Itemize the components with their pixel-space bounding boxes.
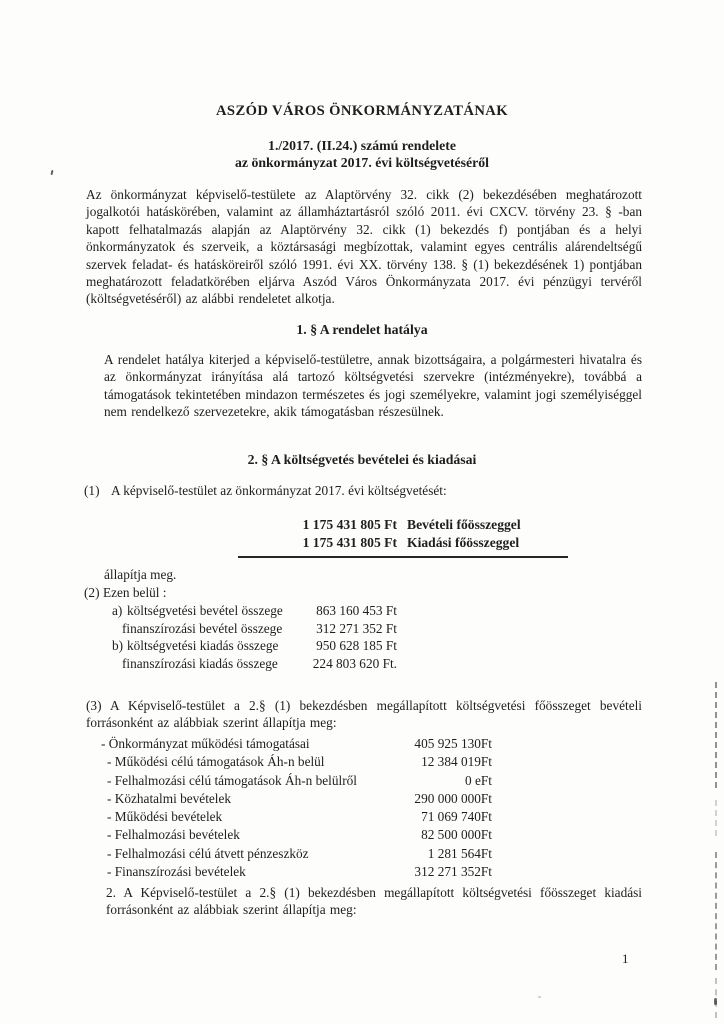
item-prefix xyxy=(112,655,122,673)
item-value: 12 384 019Ft xyxy=(421,754,492,770)
item-label: - Működési célú támogatások Áh-n belül xyxy=(107,754,325,770)
item-label: - Finanszírozási bevételek xyxy=(107,864,246,880)
revenue-total-amount: 1 175 431 805 Ft xyxy=(302,517,397,532)
revenue-sources-list xyxy=(101,735,492,881)
item-value: 1 281 564Ft xyxy=(427,845,492,861)
list-item xyxy=(101,826,492,844)
item-label: - Önkormányzat működési támogatásai xyxy=(101,736,310,751)
item-value: 82 500 000Ft xyxy=(421,827,492,843)
paragraph-3: (3) A Képviselő-testület a 2.§ (1) bekezdésben megállapított költségvetési főösszeget bevételi forrásonként az alábbiak szerint állapítja meg: xyxy=(86,698,642,731)
preamble-paragraph: Az önkormányzat képviselő-testülete az Alaptörvény 32. cikk (2) bekezdésében meghatározott jogalkotói hatáskörében, valamint az államháztartásról szóló 2011. évi CXCV. törvény 23. § -ban kapott felhatalmazás alapján az Alaptörvény 32. cikk (1) bekezdés f) pontjában és a helyi önkormányzatok és szerveik, a köztársasági megbízottak, valamint egyes centrális alárendeltségű szervek feladat- és hatásköreiről szóló 1991. évi XX. törvény 138. § (1) bekezdésének 1) pontjában meghatározott feladatkörében eljárva Aszód Város Önkormányzata 2017. évi pénzügyi tervéről (költségvetéséről) az alábbi rendeletet alkotja. xyxy=(86,187,642,307)
paragraph-2 xyxy=(84,585,167,601)
totals-suffix-text: állapítja meg. xyxy=(104,567,177,582)
list-item xyxy=(101,735,492,753)
list-item xyxy=(101,772,492,790)
scan-edge-artifact xyxy=(715,800,717,836)
section-1-body: A rendelet hatálya kiterjed a képviselő-testületre, annak bizottságaira, a polgármesteri hivatalra és az önkormányzat irányítása alá tartozó költségvetési szervekre (intézményekre), továbbá a támogatások tekintetében mindazon természetes és jogi személyekre, valamint jogi személyiséggel nem rendelkező szervezetekre, akik támogatásban részesülnek. xyxy=(104,352,642,420)
list-item xyxy=(112,620,397,638)
section-2-heading: 2. § A költségvetés bevételei és kiadásai xyxy=(247,452,477,467)
page-number: 1 xyxy=(622,951,629,966)
item-prefix: a) xyxy=(112,603,123,618)
expense-total-amount: 1 175 431 805 Ft xyxy=(302,535,397,550)
item-label: költségvetési bevétel összege xyxy=(127,603,283,618)
item-value: 312 271 352Ft xyxy=(414,864,492,880)
table-row xyxy=(238,516,568,534)
item-label: - Felhalmozási célú átvett pénzeszköz xyxy=(107,845,309,861)
table-row xyxy=(238,534,568,552)
list-item xyxy=(112,655,397,673)
item-label: - Közhatalmi bevételek xyxy=(107,790,232,806)
list-item xyxy=(101,808,492,826)
budget-breakdown-list xyxy=(112,602,397,672)
decree-subtitle xyxy=(0,137,724,171)
item-label: - Felhalmozási célú támogatások Áh-n belülről xyxy=(107,772,357,788)
document-title: ASZÓD VÁROS ÖNKORMÁNYZATÁNAK xyxy=(215,103,508,119)
paragraph-2-label: Ezen belül : xyxy=(103,585,167,600)
scan-speck-artifact xyxy=(538,996,541,998)
item-value: 950 628 185 Ft xyxy=(316,638,397,654)
revenue-total-label: Bevételi főösszeggel xyxy=(407,517,521,532)
scan-blob-artifact xyxy=(714,998,717,1005)
item-label: - Működési bevételek xyxy=(107,809,223,825)
item-value: 224 803 620 Ft. xyxy=(312,655,397,671)
item-prefix xyxy=(112,620,122,638)
item-label: költségvetési kiadás összege xyxy=(127,638,279,654)
decree-subject: az önkormányzat 2017. évi költségvetéséről xyxy=(234,155,490,171)
list-item xyxy=(101,845,492,863)
item-label: finanszírozási kiadás összege xyxy=(122,655,278,671)
list-item xyxy=(101,863,492,881)
paragraph-1-text: A képviselő-testület az önkormányzat 2017. évi költségvetését: xyxy=(111,483,447,498)
paragraph-1-marker: (1) xyxy=(84,483,100,498)
paragraph-1 xyxy=(84,483,447,499)
list-item xyxy=(112,637,397,655)
item-value: 0 eFt xyxy=(465,772,492,788)
expense-total-label: Kiadási főösszeggel xyxy=(407,535,520,550)
item-prefix: b) xyxy=(112,638,124,654)
scan-edge-artifact xyxy=(715,682,717,788)
item-value: 71 069 740Ft xyxy=(421,809,492,825)
item-value: 290 000 000Ft xyxy=(414,790,492,806)
section-1-heading: 1. § A rendelet hatálya xyxy=(296,322,428,337)
item-value: 863 160 453 Ft xyxy=(316,603,397,618)
list-item xyxy=(101,753,492,771)
paragraph-2-marker: (2) xyxy=(84,585,100,600)
closing-paragraph: 2. A Képviselő-testület a 2.§ (1) bekezdésben megállapított költségvetési főösszeget kiadási forrásonként az alábbiak szerint állapítja meg: xyxy=(106,885,642,918)
decree-number: 1./2017. (II.24.) számú rendelete xyxy=(268,138,456,153)
scan-speck-artifact xyxy=(51,170,54,175)
item-label: - Felhalmozási bevételek xyxy=(107,827,240,843)
item-value: 405 925 130Ft xyxy=(414,736,492,751)
list-item xyxy=(112,602,397,620)
item-label: finanszírozási bevétel összege xyxy=(122,620,283,636)
scan-edge-artifact xyxy=(715,852,717,970)
item-value: 312 271 352 Ft xyxy=(316,620,397,636)
list-item xyxy=(101,790,492,808)
budget-totals-table xyxy=(238,516,568,558)
